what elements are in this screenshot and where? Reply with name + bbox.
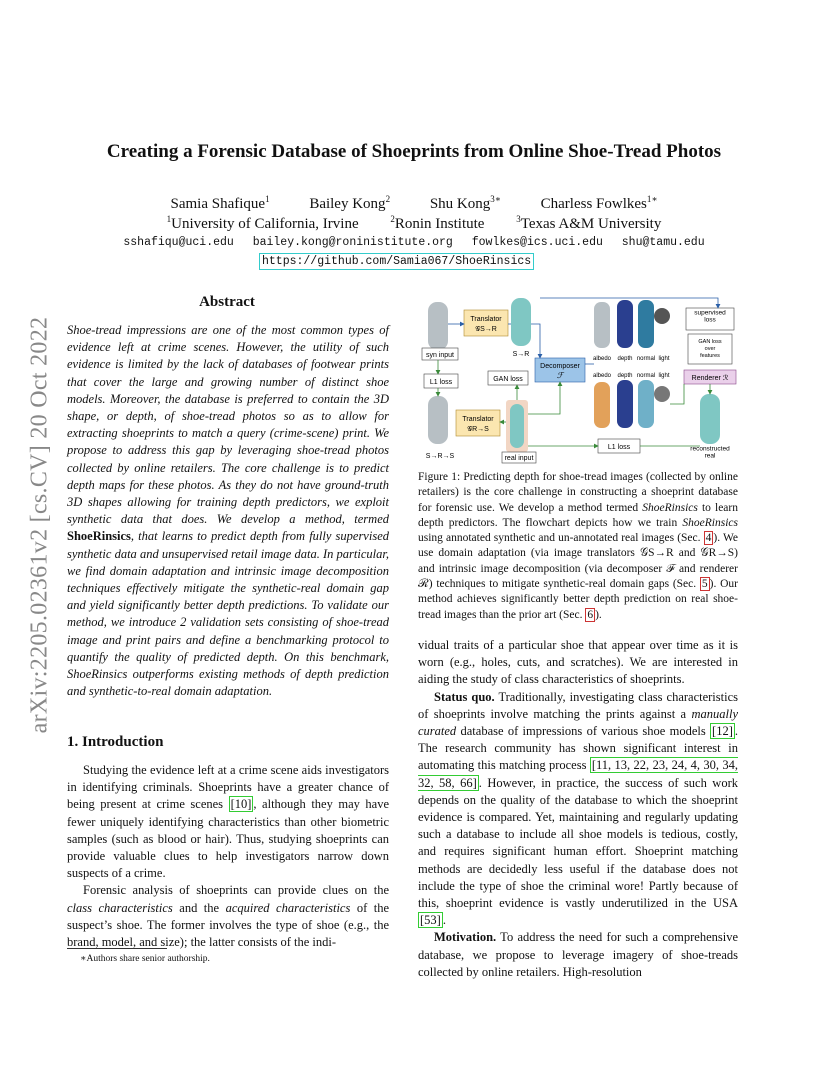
label-normal-2: normal xyxy=(636,373,656,379)
author: Charless Fowlkes$^{1∗}$ xyxy=(540,194,658,212)
right-column-text xyxy=(418,637,738,981)
affiliation: $^1$University of California, Irvine xyxy=(166,214,359,232)
label-albedo: albedo xyxy=(592,356,612,362)
email[interactable]: shu@tamu.edu xyxy=(621,236,705,249)
method-name: ShoeRinsics xyxy=(67,529,131,544)
github-link[interactable]: https://github.com/Samia067/ShoeRinsics xyxy=(259,253,534,270)
citation-link[interactable]: [10] xyxy=(230,797,252,812)
light-real xyxy=(654,386,670,402)
label-light: light xyxy=(658,356,670,362)
shoe-image-syn xyxy=(428,302,448,350)
footnote: ∗Authors share senior authorship. xyxy=(80,954,210,964)
figure-1-diagram xyxy=(418,294,740,466)
translator-sr-symbol: 𝒢S→R xyxy=(475,326,497,333)
affiliations xyxy=(60,214,768,233)
depth-syn xyxy=(617,300,633,348)
paragraph: Forensic analysis of shoeprints can provide clues on the class characteristics and the acquired characteristics of the suspect’s shoe. The former involves the type of shoe (e.g., the brand, model, and size); the latter consists of the indi- xyxy=(67,883,390,950)
arrow xyxy=(528,382,560,414)
decomposer-symbol: ℱ xyxy=(556,371,564,380)
l1-loss-label: L1 loss xyxy=(429,379,453,386)
shoe-image-s2r xyxy=(511,298,531,346)
affiliation: $^2$Ronin Institute xyxy=(390,214,485,232)
author: Samia Shafique$^1$ xyxy=(170,194,270,212)
decomposer-label: Decomposer xyxy=(540,363,580,370)
author-list xyxy=(60,194,768,213)
supervised-loss-label: supervised loss xyxy=(694,309,726,324)
abstract-heading: Abstract xyxy=(199,294,255,310)
arrow xyxy=(670,384,684,404)
normal-real xyxy=(638,380,654,428)
email[interactable]: fowlkes@ics.uci.edu xyxy=(471,236,603,249)
shoe-image-reconstructed xyxy=(700,394,720,444)
arrow xyxy=(531,324,540,358)
depth-real xyxy=(617,380,633,428)
label-depth: depth xyxy=(617,356,633,362)
translator-rs-label: Translator xyxy=(462,416,494,423)
citation-link[interactable]: [11, 13, 22, 23, 24, 4, 30, 34, 32, 58, 66] xyxy=(418,758,738,790)
section-link[interactable]: 6 xyxy=(587,608,594,621)
label-albedo-2: albedo xyxy=(592,373,612,379)
paragraph: Status quo. Traditionally, investigating class characteristics of shoeprints involve matching the prints against a manually curated database of impressions of various shoe models [12] . The research community has shown significant interest in automating this matching process [11, 13, 22, 23, 24, 4, 30, 34, 32, 58, 66] . However, in practice, the success of such work depends on the quality of the database to which the shoeprint evidence is compared. Yet, maintaining and regularly updating such a database to include all shoe models is tedious, costly, and requires significant human effort. Shoeprint matching methods are decidedly less useful if the database does not include the type of shoe the criminal wore! Partly because of this, shoeprint evidence is vastly underutilized in the USA [53] . xyxy=(418,689,739,928)
section-heading: 1. Introduction xyxy=(67,734,164,750)
section-link[interactable]: 5 xyxy=(701,578,708,591)
figure-caption: Figure 1: Predicting depth for shoe-tread images (collected by online retailers) is the core challenge in constructing a shoeprint database for forensic use. We develop a method termed ShoeRinsics to learn depth predictors. The flowchart depicts how we train ShoeRinsics using annotated synthetic and un-annotated real images (Sec. 4 ). We use domain adaptation (via image translators 𝒢S→R and 𝒢R→S) and intrinsic image decomposition (via decomposer ℱ and renderer ℛ) techniques to mitigate synthetic-real domain gaps (Sec. 5 ). Our method achieves significantly better depth prediction on real shoe-tread images than the prior art (Sec. 6 ). xyxy=(418,471,739,621)
gan-features-label: GAN loss over features xyxy=(698,339,722,359)
renderer-label: Renderer ℛ xyxy=(691,375,729,382)
syn-input-label: syn input xyxy=(425,352,455,359)
label-normal: normal xyxy=(636,356,656,362)
real-input-label: real input xyxy=(504,455,534,462)
albedo-syn xyxy=(594,302,610,348)
paragraph: Motivation. To address the need for such a comprehensive database, we propose to leverage imagery of shoe-treads collected by online retailers. High-resolution xyxy=(418,930,738,979)
arxiv-stamp: arXiv:2205.02361v2 [cs.CV] 20 Oct 2022 xyxy=(26,316,53,734)
section-link[interactable]: 4 xyxy=(705,532,712,545)
email-list xyxy=(60,236,768,249)
gan-loss-label: GAN loss xyxy=(493,376,523,383)
affiliation: $^3$Texas A&M University xyxy=(516,214,662,232)
translator-sr-label: Translator xyxy=(470,316,502,323)
author: Bailey Kong$^2$ xyxy=(309,194,391,212)
paragraph: vidual traits of a particular shoe that appear over time as it is worn (e.g., holes, cuts, and scratches). We are interested in aiding the study of class characteristics of shoeprints. xyxy=(418,638,738,687)
label-light-2: light xyxy=(658,373,670,379)
abstract-text: Shoe-tread impressions are one of the most common types of evidence left at crime scenes. However, the utility of such evidence is limited by the lack of databases of footwear prints that cover the large and growing number of distinct shoe models. Moreover, the database is preferred to contain the 3D shape, or depth, of shoe-tread photos so as to allow for extracting shoeprints to match a query (crime-scene) print. We propose to address this gap by leveraging shoe-tread photos collected by online retailers. The core challenge is to predict depth maps for these photos. As they do not have ground-truth 3D shapes allowing for training depth predictors, we exploit synthetic data that does. We develop a method, termed ShoeRinsics, that learns to predict depth from fully supervised synthetic data and unsupervised retail image data. In particular, we find domain adaptation and intrinsic image decomposition techniques effectively mitigate the synthetic-real domain gap and yield significantly better depth predictions. To validate our method, we introduce 2 validation sets consisting of shoe-tread image and print pairs and define a benchmarking protocol to quantify the quality of predicted depth. On this benchmark, ShoeRinsics outperforms existing methods of depth prediction and synthetic-to-real domain adaptation. xyxy=(67,323,389,699)
author: Shu Kong$^{3∗}$ xyxy=(429,194,501,212)
srs-label: S→R→S xyxy=(425,453,455,460)
paragraph: Studying the evidence left at a crime scene aids investigators in identifying criminals. Shoeprints have a greater chance of being present at crime scenes [10] , although they may have fewer uniquely identifying characteristics than other biometric samples (such as blood or hair). Thus, studying shoeprints can provide valuable clues to help investigators narrow down suspects of a crime. xyxy=(67,763,389,881)
translator-rs-symbol: 𝒢R→S xyxy=(467,426,489,433)
s2r-label: S→R xyxy=(512,351,530,358)
normal-syn xyxy=(638,300,654,348)
footnote-rule xyxy=(67,948,167,949)
l1-loss-label-2: L1 loss xyxy=(607,444,631,451)
light-syn xyxy=(654,308,670,324)
email[interactable]: sshafiqu@uci.edu xyxy=(123,236,234,249)
citation-link[interactable]: [53] xyxy=(420,913,441,928)
citation-link[interactable]: [12] xyxy=(712,724,733,739)
reconstructed-label: reconstructed real xyxy=(690,445,730,460)
email[interactable]: bailey.kong@roninistitute.org xyxy=(252,236,453,249)
shoe-image-srs xyxy=(428,396,448,444)
paper-title: Creating a Forensic Database of Shoeprints from Online Shoe-Tread Photos xyxy=(106,141,722,162)
intro-text xyxy=(67,762,389,951)
albedo-real xyxy=(594,382,610,428)
label-depth-2: depth xyxy=(617,373,633,379)
